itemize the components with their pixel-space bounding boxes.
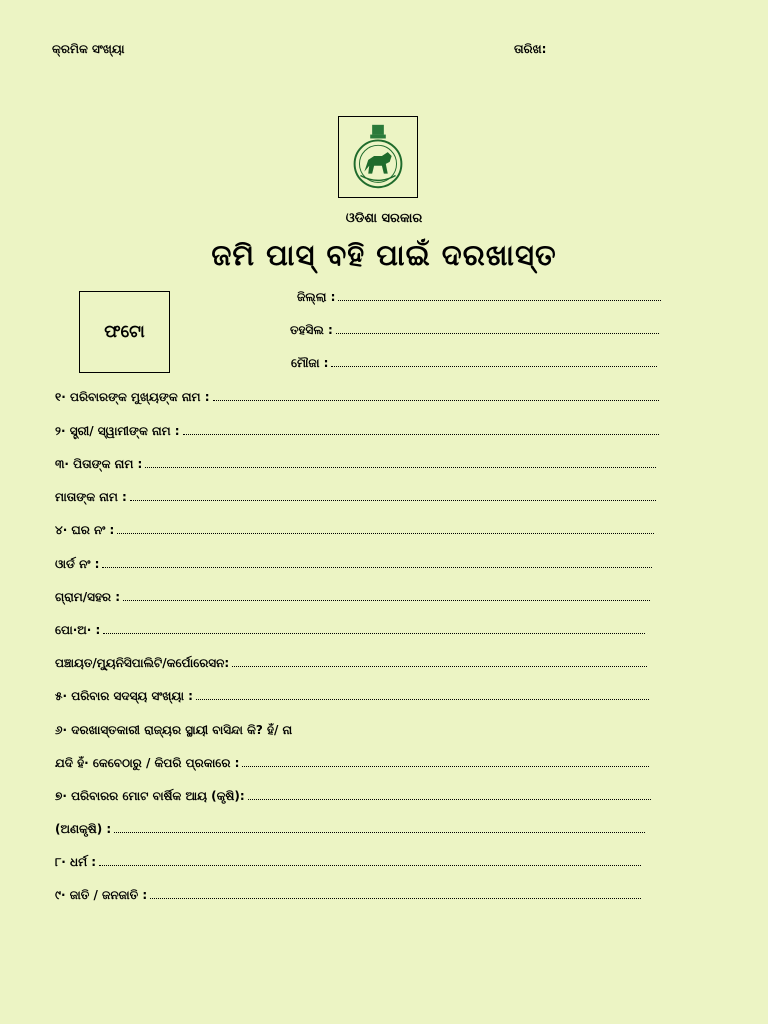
page-title: ଜମି ପାସ୍ ବହି ପାଇଁ ଦରଖାସ୍ତ xyxy=(211,238,557,272)
field-label: ୮· ଧର୍ମ : xyxy=(55,855,97,869)
photo-label: ଫଟୋ xyxy=(104,322,145,342)
field-label: ୧· ପରିବାରଙ୍କ ମୁଖ୍ୟଙ୍କ ନାମ : xyxy=(55,390,210,404)
form-field-15[interactable] xyxy=(55,855,641,870)
form-field-10[interactable] xyxy=(55,689,649,704)
field-label: ମାତାଙ୍କ ନାମ : xyxy=(55,490,127,504)
emblem-box xyxy=(338,116,418,198)
district-label: ଜିଲ୍ଲା : xyxy=(297,290,336,304)
field-label: ୭· ପରିବାରର ମୋଟ ବାର୍ଷିକ ଆୟ (କୃଷି): xyxy=(55,789,245,803)
field-label: ପଞ୍ଚାୟତ/ମ୍ୟୁନିସିପାଲିଟି/କର୍ପୋରେସନ: xyxy=(55,656,230,670)
form-field-2[interactable] xyxy=(55,424,659,439)
form-field-12[interactable] xyxy=(55,756,649,771)
tahasil-label: ତହସିଲ : xyxy=(290,323,333,337)
mouza-label: ମୌଜା : xyxy=(291,356,329,370)
field-label: ପୋ·ଅ· : xyxy=(55,623,101,637)
odisha-govt-emblem-icon xyxy=(339,117,417,197)
date-label: ତାରିଖ: xyxy=(514,42,547,56)
field-label: ୫· ପରିବାର ସଦସ୍ୟ ସଂଖ୍ୟା : xyxy=(55,689,193,703)
mouza-field[interactable] xyxy=(291,356,657,371)
serial-number-label: କ୍ରମିକ ସଂଖ୍ୟା xyxy=(52,42,125,56)
field-label: ଯଦି ହଁ· କେବେଠାରୁ / କିପରି ପ୍ରକାରେ : xyxy=(55,756,240,770)
form-field-16[interactable] xyxy=(55,888,641,903)
form-field-11 xyxy=(55,723,292,738)
form-field-3[interactable] xyxy=(55,457,656,472)
form-field-13[interactable] xyxy=(55,789,651,804)
form-field-4[interactable] xyxy=(55,490,656,505)
district-field[interactable] xyxy=(297,290,661,305)
field-label: (ଅଣକୃଷି) : xyxy=(55,822,112,836)
form-field-6[interactable] xyxy=(55,557,652,572)
field-label: ୬· ଦରଖାସ୍ତକାରୀ ରାଜ୍ୟର ସ୍ଥାୟୀ ବାସିନ୍ଦା କି? ହଁ/ ନା xyxy=(55,723,293,737)
photo-box xyxy=(79,291,170,373)
form-field-8[interactable] xyxy=(55,623,645,638)
tahasil-field[interactable] xyxy=(290,323,659,338)
government-name: ଓଡିଶା ସରକାର xyxy=(345,211,423,226)
form-field-9[interactable] xyxy=(55,656,647,671)
form-field-7[interactable] xyxy=(55,590,650,605)
field-label: ୯· ଜାତି / ଜନଜାତି : xyxy=(55,888,148,902)
form-field-1[interactable] xyxy=(55,390,659,405)
field-label: ୪· ଘର ନଂ : xyxy=(55,523,115,537)
form-field-14[interactable] xyxy=(55,822,645,837)
form-field-5[interactable] xyxy=(55,523,654,538)
field-label: ୨· ସ୍ତ୍ରୀ/ ସ୍ୱାମୀଙ୍କ ନାମ : xyxy=(55,424,180,438)
field-label: ଗ୍ରାମ/ସହର : xyxy=(55,590,121,604)
field-label: ଓାର୍ଡ ନଂ : xyxy=(55,557,100,571)
field-label: ୩· ପିତାଙ୍କ ନାମ : xyxy=(55,457,143,471)
